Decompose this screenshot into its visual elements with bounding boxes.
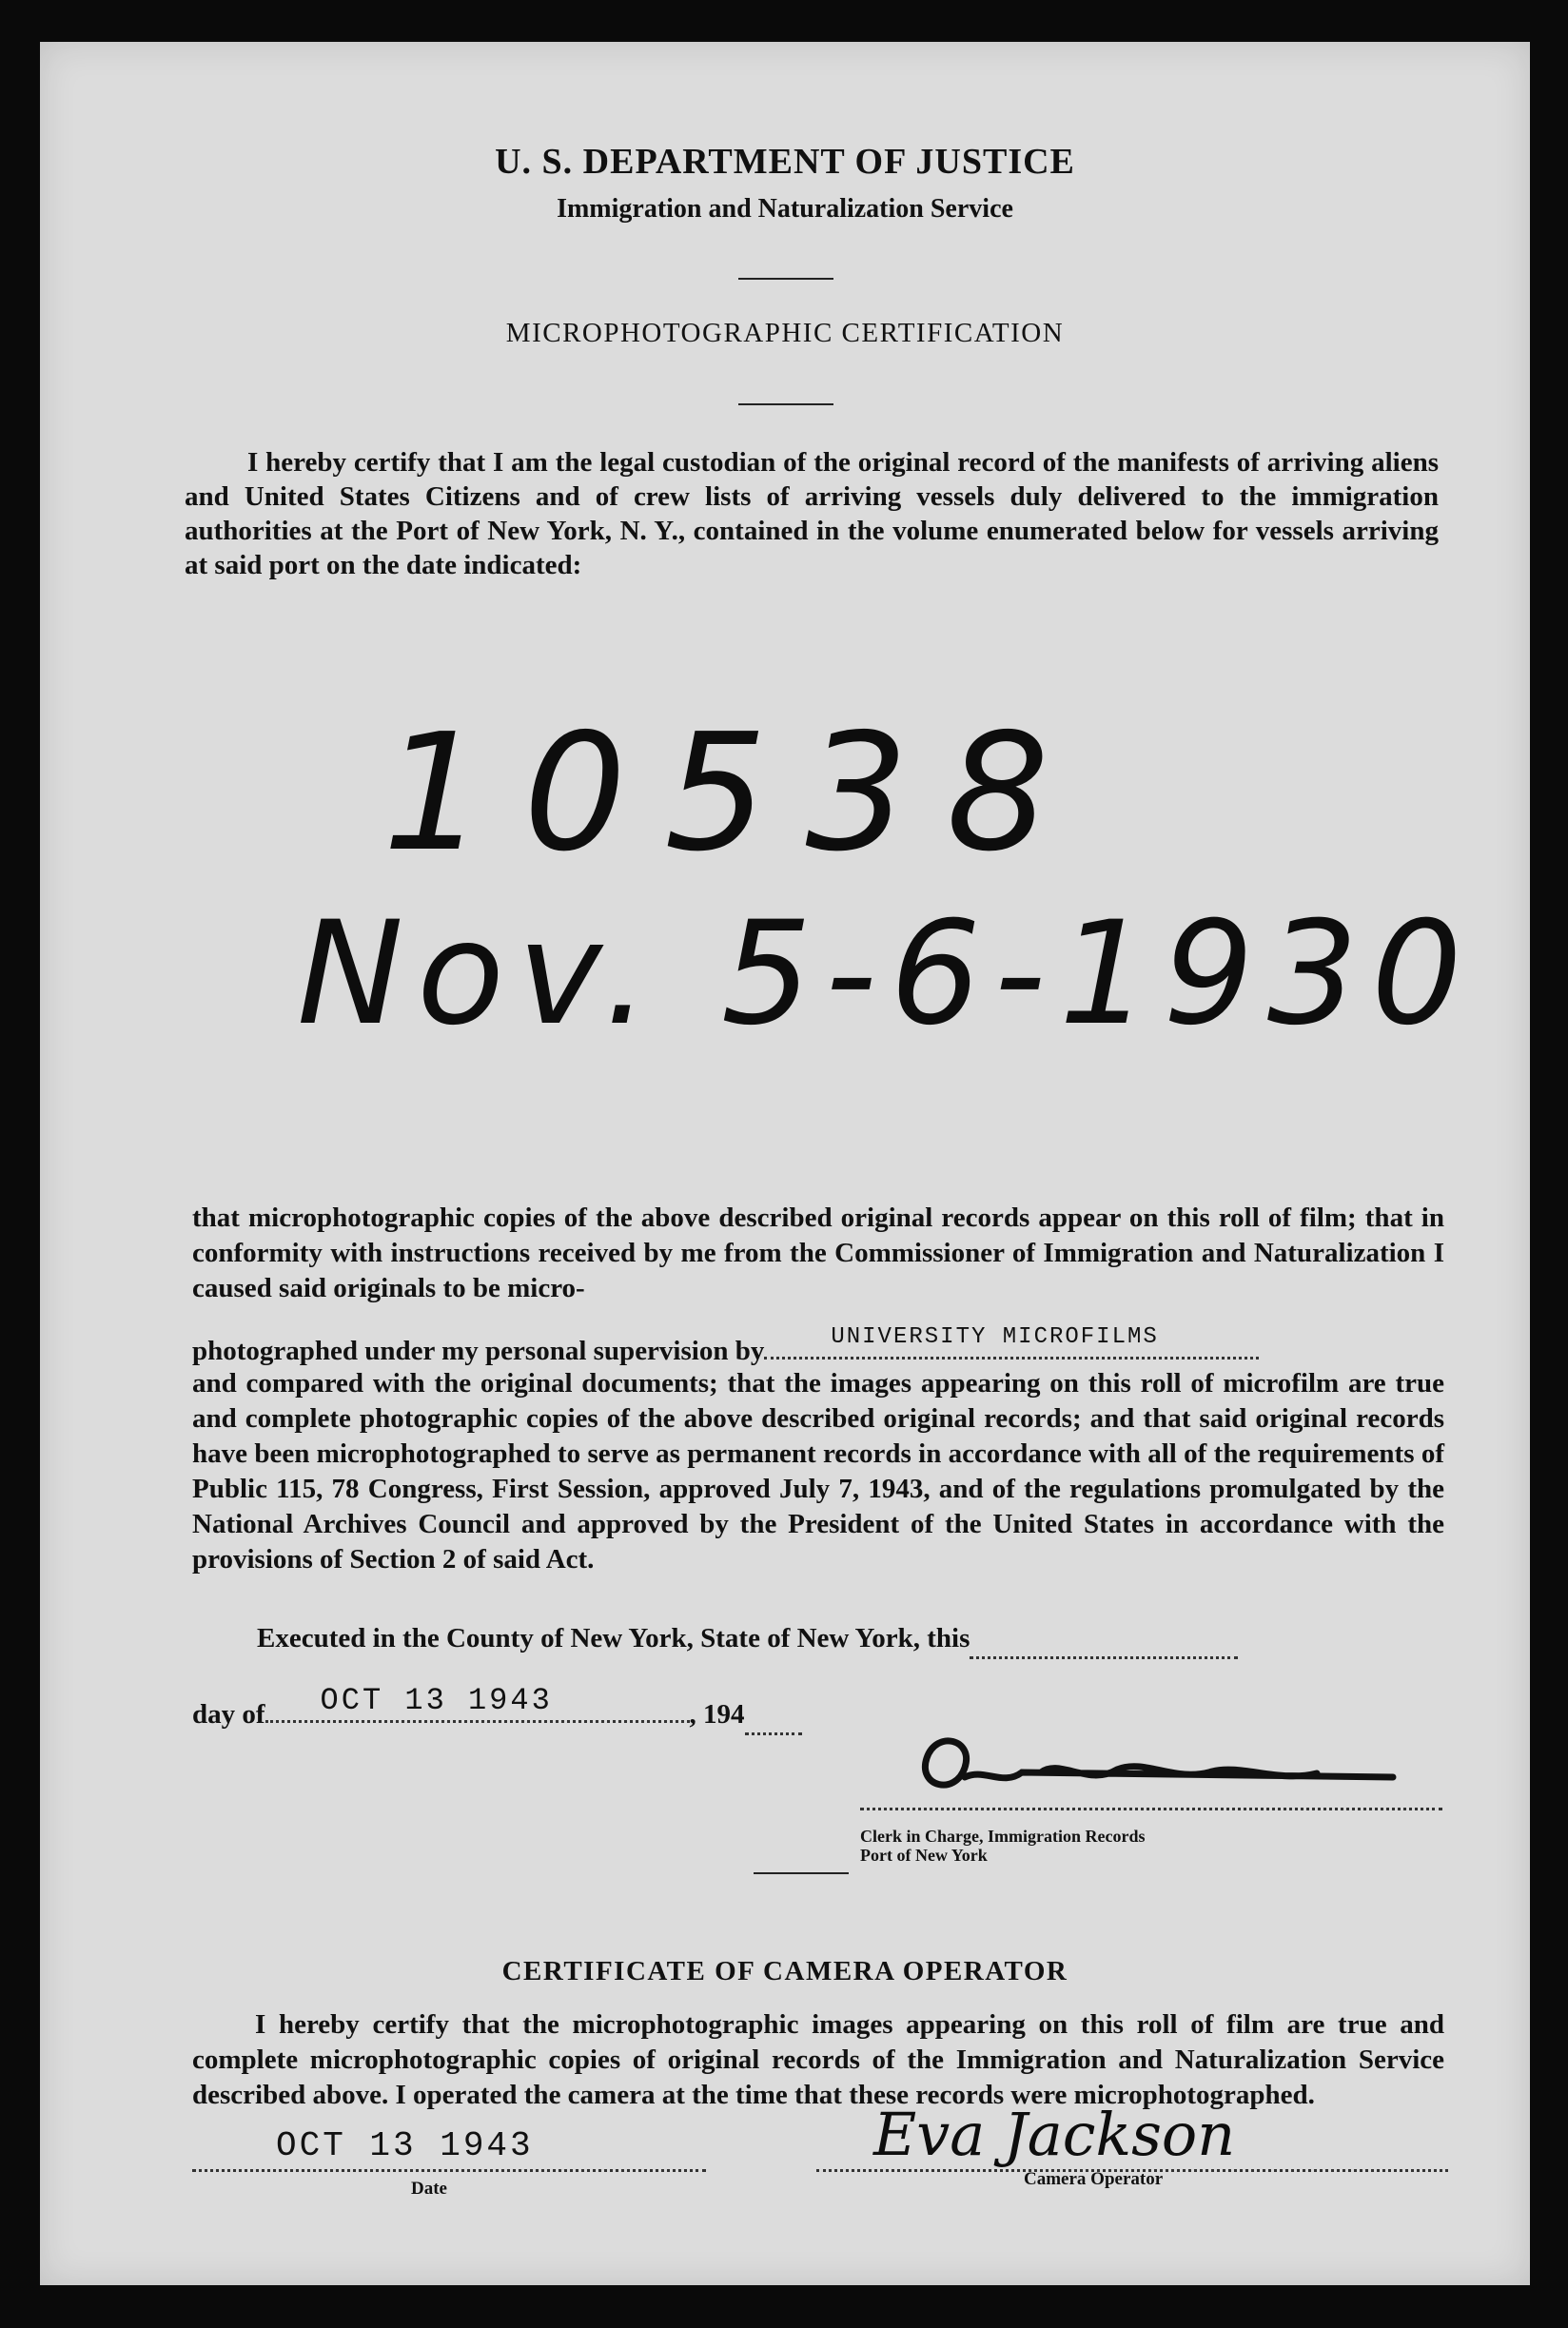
body-paragraph-supervision [192, 1324, 1444, 1369]
supervision-label: photographed under my personal supervision by [192, 1336, 765, 1366]
department-heading: U. S. DEPARTMENT OF JUSTICE [495, 142, 1075, 182]
date-label: Date [411, 2179, 447, 2199]
day-of-dotted-line [265, 1683, 690, 1723]
camera-date-stamp: OCT 13 1943 [276, 2126, 534, 2165]
divider [738, 278, 833, 280]
executed-text: Executed in the County of New York, State of New York, this [257, 1623, 970, 1653]
supervision-dotted-line [764, 1324, 1259, 1360]
clerk-signature-line [860, 1770, 1442, 1810]
day-of-label: day of [192, 1699, 265, 1730]
handwritten-date-range: Nov. 5-6-1930 [297, 891, 1476, 1057]
year-prefix: , 194 [689, 1699, 745, 1730]
divider [738, 403, 833, 405]
camera-certificate-paragraph: I hereby certify that the microphotographic images appearing on this roll of film are true and complete microphotographic copies of original records of the Immigration and Naturalization Service described above. I operated the camera at the time that these records were microphotographed. [192, 2009, 1444, 2110]
clerk-title [860, 1827, 1145, 1865]
divider [754, 1872, 849, 1874]
executed-date-stamp: OCT 13 1943 [320, 1683, 553, 1718]
clerk-signature [898, 1720, 1431, 1806]
camera-operator-label: Camera Operator [1024, 2169, 1164, 2189]
camera-operator-signature-line [816, 2100, 1448, 2172]
body-paragraph-part2: and compared with the original documents; that the images appearing on this roll of microfilm are true and complete photographic copies of the above described original records; and that said original records have been microphotographed to serve as permanent records in accordance with all of the requirements of Public 115, 78 Congress, First Session, approved July 7, 1943, and of the regulations promulgated by the National Archives Council and approved by the President of the United States in accordance with the provisions of Section 2 of said Act. [192, 1368, 1444, 1575]
camera-certificate-title: CERTIFICATE OF CAMERA OPERATOR [501, 1956, 1068, 1986]
service-subheading: Immigration and Naturalization Service [557, 194, 1013, 224]
day-of-line [192, 1683, 802, 1735]
intro-paragraph: I hereby certify that I am the legal custodian of the original record of the manifests of arriving aliens and United States Citizens and of crew lists of arriving vessels duly delivered to the immigration authorities at the Port of New York, N. Y., contained in the volume enumerated below for vessels arriving at said port on the date indicated: [185, 447, 1439, 580]
certification-title: MICROPHOTOGRAPHIC CERTIFICATION [505, 318, 1065, 348]
year-dotted-line [745, 1697, 802, 1735]
executed-line [257, 1621, 1238, 1659]
executed-dotted-line [970, 1621, 1238, 1659]
clerk-title-line1: Clerk in Charge, Immigration Records [860, 1827, 1146, 1846]
clerk-title-line2: Port of New York [860, 1846, 988, 1865]
body-paragraph-part1: that microphotographic copies of the above described original records appear on this roll of film; that in conformity with instructions received by me from the Commissioner of Immigration and Naturalization I caused said originals to be micro- [192, 1203, 1444, 1303]
camera-operator-signature: Eva Jackson [873, 2100, 1236, 2169]
camera-date-line [192, 2126, 706, 2172]
microfilm-company-stamp: UNIVERSITY MICROFILMS [831, 1324, 1159, 1350]
handwritten-volume-number: 10538 [382, 699, 1088, 888]
certificate-page [40, 42, 1530, 2285]
